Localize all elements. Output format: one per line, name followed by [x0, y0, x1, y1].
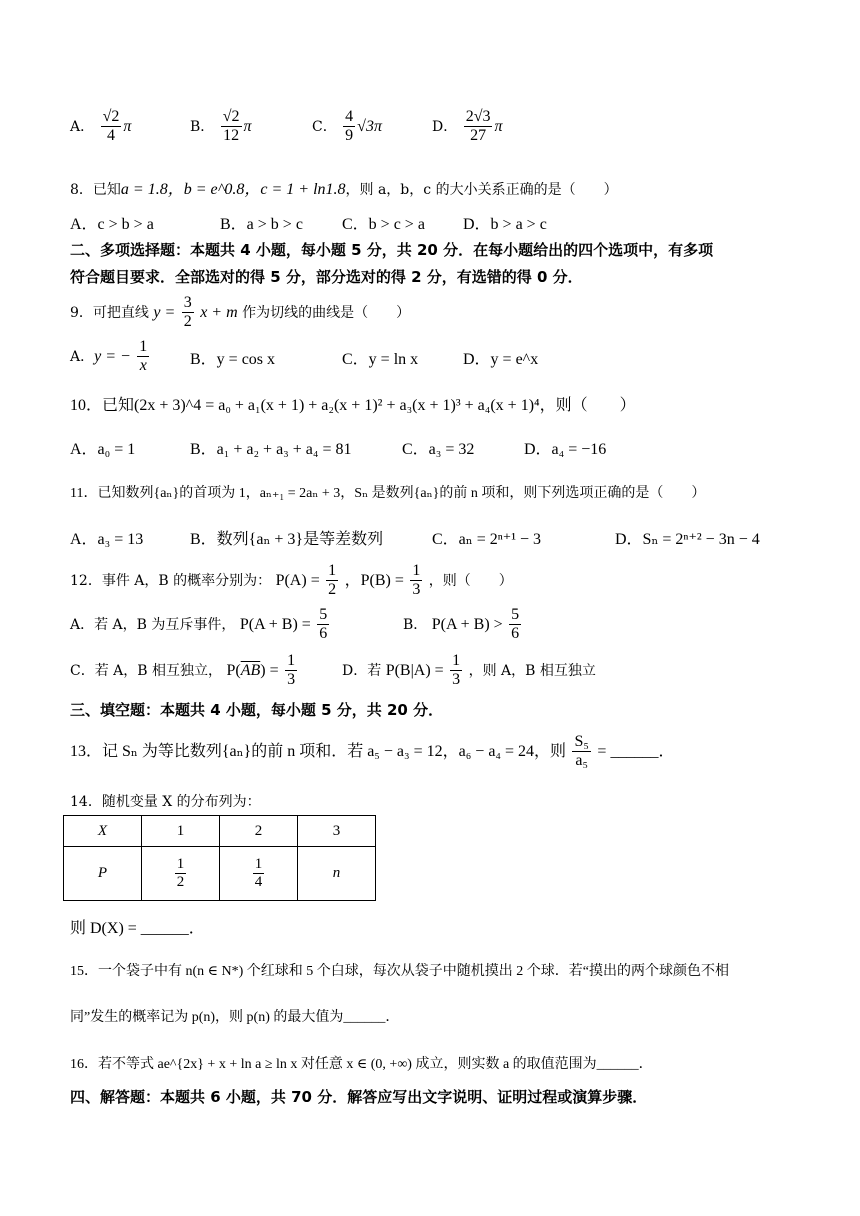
numerator: 5 [509, 606, 521, 625]
table-cell: P [64, 847, 142, 901]
q7-option-d [432, 108, 502, 146]
option-tail: π [494, 117, 503, 135]
q8-option-a: A．c > b > a [70, 216, 154, 233]
fraction [182, 294, 194, 332]
option-text: C．若 A，B 相互独立， [70, 662, 223, 679]
q10-option-a: A．a₀ = 1 [70, 441, 136, 458]
q13-stem [70, 733, 674, 771]
denominator: 27 [470, 127, 487, 145]
numerator: 1 [326, 562, 338, 581]
denominator: 12 [223, 127, 240, 145]
q11-option-a: A．a₃ = 13 [70, 531, 144, 548]
fraction [572, 733, 590, 771]
fraction [410, 562, 422, 600]
stem-math: y = [153, 303, 176, 321]
option-math: P( [226, 661, 241, 679]
stem-prefix: 12．事件 A，B 的概率分别为： [70, 572, 272, 589]
q10-stem: 10．已知(2x + 3)^4 = a₀ + a₁(x + 1) + a₂(x + 1)² + a₃(x + 1)³ + a₄(x + 1)⁴，则（ ） [70, 397, 636, 414]
option-math: P(A + B) = [239, 615, 311, 633]
stem-suffix: 作为切线的曲线是（ ） [242, 304, 411, 321]
option-math: P(A + B) > [431, 615, 503, 633]
fraction [343, 108, 355, 146]
fraction [253, 856, 265, 892]
section-3-heading: 三、填空题：本题共 4 小题，每小题 5 分，共 20 分． [70, 701, 444, 719]
fraction [509, 606, 521, 644]
option-label: B． [190, 118, 215, 135]
numerator: 3 [182, 294, 194, 313]
table-cell [142, 847, 220, 901]
denominator: 3 [287, 671, 296, 689]
q11-option-b: B．数列{aₙ + 3}是等差数列 [190, 531, 384, 548]
stem-suffix: = ______． [597, 742, 675, 760]
option-label: B． [403, 616, 428, 633]
q10-option-c: C．a₃ = 32 [402, 441, 475, 458]
denominator: 9 [345, 127, 354, 145]
denominator: 2 [176, 874, 185, 890]
q11-option-d: D．Sₙ = 2ⁿ⁺² − 3n − 4 [615, 531, 760, 548]
fraction [326, 562, 338, 600]
q8-stem [70, 176, 618, 199]
option-label: D． [432, 118, 458, 135]
table-row [64, 847, 376, 901]
table-cell: n [298, 847, 376, 901]
numerator: 1 [137, 338, 149, 357]
q11-option-c: C．aₙ = 2ⁿ⁺¹ − 3 [432, 531, 542, 548]
table-cell: X [64, 816, 142, 847]
option-math: ) = [260, 661, 279, 679]
denominator: x [139, 357, 147, 375]
numerator: 1 [253, 856, 265, 874]
fraction [221, 108, 242, 146]
denominator: 3 [452, 671, 461, 689]
table-cell: 2 [220, 816, 298, 847]
q9-option-a [70, 338, 151, 376]
section-2-heading-line1: 二、多项选择题：本题共 4 小题，每小题 5 分，共 20 分．在每小题给出的四个选项中，有多项 [70, 241, 714, 259]
table-cell [220, 847, 298, 901]
q10-option-d: D．a₄ = −16 [524, 441, 607, 458]
distribution-table [63, 815, 376, 901]
numerator: 1 [175, 856, 187, 874]
q7-option-c [312, 108, 382, 146]
option-math: P(B|A) = [385, 661, 444, 679]
stem-suffix: ，则（ ） [428, 572, 513, 589]
table-header-row [64, 816, 376, 847]
stem-suffix: ，则 a，b，c 的大小关系正确的是（ ） [345, 182, 618, 198]
q12-option-b [403, 606, 523, 644]
q7-option-b [190, 108, 252, 146]
denominator: 3 [412, 581, 421, 599]
numerator: 4 [343, 108, 355, 127]
numerator: S₅ [572, 733, 590, 752]
q9-option-c: C．y = ln x [342, 351, 419, 368]
numerator: 1 [450, 652, 462, 671]
stem-prefix: 8．已知 [70, 182, 121, 198]
fraction [101, 108, 122, 146]
stem-prefix: 9．可把直线 [70, 304, 149, 321]
denominator: 2 [183, 313, 192, 331]
fraction [317, 606, 329, 644]
numerator: 1 [285, 652, 297, 671]
numerator: 2√3 [464, 108, 493, 127]
q11-stem: 11．已知数列{aₙ}的首项为 1，aₙ₊₁ = 2aₙ + 3，Sₙ 是数列{aₙ}的前 n 项和，则下列选项正确的是（ ） [70, 486, 706, 501]
q9-option-d: D．y = e^x [463, 351, 539, 368]
table-cell: 1 [142, 816, 220, 847]
numerator: 1 [410, 562, 422, 581]
fraction [450, 652, 462, 690]
numerator: √2 [221, 108, 242, 127]
stem-math: ，P(B) = [344, 571, 404, 589]
section-4-heading: 四、解答题：本题共 6 小题，共 70 分．解答应写出文字说明、证明过程或演算步骤． [70, 1088, 648, 1106]
denominator: a₅ [575, 752, 589, 770]
q9-stem [70, 294, 410, 332]
q12-option-d [342, 652, 596, 690]
option-label: A． [70, 118, 95, 135]
q14-answer-line: 则 D(X) = ______． [70, 920, 205, 937]
q8-option-b: B．a > b > c [220, 216, 303, 233]
numerator: √2 [101, 108, 122, 127]
q9-option-b: B．y = cos x [190, 351, 276, 368]
q12-option-c [70, 652, 299, 690]
q15-stem-line2: 同”发生的概率记为 p(n)，则 p(n) 的最大值为______． [70, 1010, 400, 1025]
option-tail: π [243, 117, 252, 135]
stem-math: x + m [200, 303, 238, 321]
stem-math: P(A) = [275, 571, 320, 589]
q8-option-d: D．b > a > c [463, 216, 547, 233]
option-text: A．若 A，B 为互斥事件， [70, 616, 236, 633]
option-tail: √3π [357, 117, 382, 135]
denominator: 4 [254, 874, 263, 890]
option-math: y = − [94, 347, 131, 365]
q12-option-a [70, 606, 331, 644]
option-text: D．若 [342, 662, 382, 679]
stem-math: a = 1.8，b = e^0.8，c = 1 + ln1.8 [120, 181, 346, 198]
denominator: 4 [106, 127, 115, 145]
option-tail: π [123, 117, 132, 135]
stem-text: 13．记 Sₙ 为等比数列{aₙ}的前 n 项和．若 a₅ − a₃ = 12，a₆ − a₄ = 24，则 [70, 742, 567, 760]
fraction [175, 856, 187, 892]
denominator: 6 [511, 625, 520, 643]
q12-stem [70, 562, 513, 600]
section-2-heading-line2: 符合题目要求．全部选对的得 5 分，部分选对的得 2 分，有选错的得 0 分． [70, 268, 583, 286]
fraction [464, 108, 493, 146]
numerator: 5 [317, 606, 329, 625]
q10-option-b: B．a₁ + a₂ + a₃ + a₄ = 81 [190, 441, 352, 458]
q14-stem: 14．随机变量 X 的分布列为： [70, 794, 261, 810]
q16-stem: 16．若不等式 ae^{2x} + x + ln a ≥ ln x 对任意 x ∈ (0, +∞) 成立，则实数 a 的取值范围为______． [70, 1057, 653, 1072]
table-cell: 3 [298, 816, 376, 847]
q8-option-c: C．b > c > a [342, 216, 425, 233]
option-text: ，则 A，B 相互独立 [468, 662, 596, 679]
option-math: $\overline{AB}$ [240, 661, 261, 679]
denominator: 6 [319, 625, 328, 643]
q15-stem-line1: 15．一个袋子中有 n(n ∈ N*) 个红球和 5 个白球，每次从袋子中随机摸出 2 个球．若“摸出的两个球颜色不相 [70, 964, 730, 979]
denominator: 2 [328, 581, 337, 599]
q7-option-a [70, 108, 131, 146]
option-label: C． [312, 118, 337, 135]
option-label: A． [70, 348, 95, 365]
fraction [137, 338, 149, 376]
fraction [285, 652, 297, 690]
